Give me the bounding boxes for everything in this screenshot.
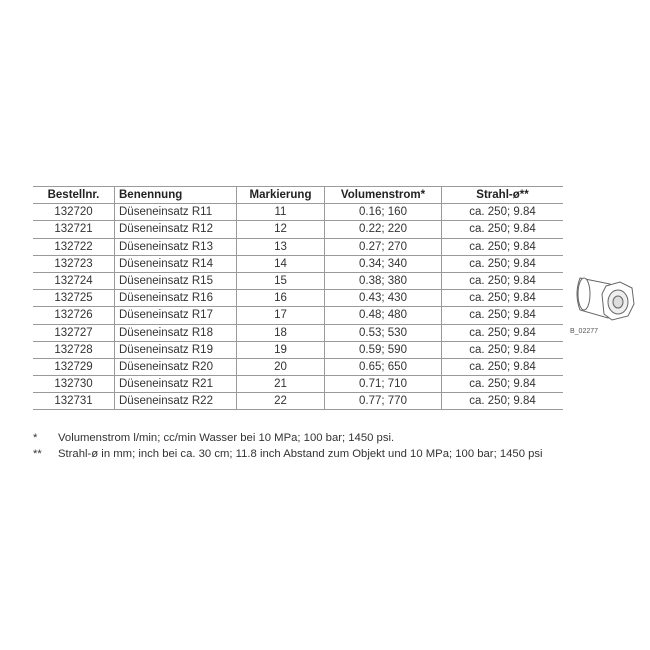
- table-cell: 17: [237, 307, 325, 324]
- header-volumenstrom: Volumenstrom*: [325, 187, 442, 204]
- table-cell: 22: [237, 393, 325, 410]
- footnote: [33, 446, 543, 462]
- table-cell: ca. 250; 9.84: [442, 255, 564, 272]
- table-cell: 13: [237, 238, 325, 255]
- table-cell: 132727: [33, 324, 115, 341]
- header-markierung: Markierung: [237, 187, 325, 204]
- table-cell: 132721: [33, 221, 115, 238]
- table-cell: Düseneinsatz R20: [115, 358, 237, 375]
- table-cell: 21: [237, 376, 325, 393]
- table-cell: Düseneinsatz R17: [115, 307, 237, 324]
- table-row: [33, 238, 563, 255]
- table-cell: ca. 250; 9.84: [442, 290, 564, 307]
- table-row: [33, 204, 563, 221]
- table-row: [33, 221, 563, 238]
- nozzle-table: [33, 186, 563, 410]
- table-row: [33, 376, 563, 393]
- table-cell: Düseneinsatz R19: [115, 341, 237, 358]
- table-cell: Düseneinsatz R22: [115, 393, 237, 410]
- table-cell: 15: [237, 272, 325, 289]
- footnotes: [33, 430, 543, 462]
- table-cell: 132728: [33, 341, 115, 358]
- table-cell: 12: [237, 221, 325, 238]
- footnote-mark: *: [33, 432, 38, 444]
- image-label: B_02277: [570, 328, 599, 335]
- table-cell: Düseneinsatz R18: [115, 324, 237, 341]
- table-cell: ca. 250; 9.84: [442, 341, 564, 358]
- table-cell: 132722: [33, 238, 115, 255]
- table-cell: 132729: [33, 358, 115, 375]
- table-row: [33, 324, 563, 341]
- footnote: [33, 430, 543, 446]
- table-cell: Düseneinsatz R13: [115, 238, 237, 255]
- table-cell: 0.77; 770: [325, 393, 442, 410]
- table-cell: ca. 250; 9.84: [442, 238, 564, 255]
- table-cell: 0.71; 710: [325, 376, 442, 393]
- table-cell: 132724: [33, 272, 115, 289]
- table-cell: 0.34; 340: [325, 255, 442, 272]
- table-cell: 11: [237, 204, 325, 221]
- footnote-text: Strahl-ø in mm; inch bei ca. 30 cm; 11.8 inch Abstand zum Objekt und 10 MPa; 100 bar; 1450 psi: [58, 448, 543, 460]
- table-cell: 0.65; 650: [325, 358, 442, 375]
- table-cell: Düseneinsatz R12: [115, 221, 237, 238]
- table-cell: 16: [237, 290, 325, 307]
- table-cell: ca. 250; 9.84: [442, 307, 564, 324]
- header-bestellnr: Bestellnr.: [33, 187, 115, 204]
- table-cell: 132730: [33, 376, 115, 393]
- table-cell: 19: [237, 341, 325, 358]
- table-row: [33, 341, 563, 358]
- table-cell: 0.27; 270: [325, 238, 442, 255]
- table-cell: 14: [237, 255, 325, 272]
- footnote-text: Volumenstrom l/min; cc/min Wasser bei 10 MPa; 100 bar; 1450 psi.: [58, 432, 395, 444]
- table-cell: 132726: [33, 307, 115, 324]
- table-cell: Düseneinsatz R14: [115, 255, 237, 272]
- table-cell: 0.22; 220: [325, 221, 442, 238]
- table-cell: 0.43; 430: [325, 290, 442, 307]
- table-cell: 20: [237, 358, 325, 375]
- footnote-mark: **: [33, 448, 42, 460]
- header-strahl: Strahl-ø**: [442, 187, 564, 204]
- table-row: [33, 307, 563, 324]
- table-cell: ca. 250; 9.84: [442, 221, 564, 238]
- table-cell: 0.48; 480: [325, 307, 442, 324]
- table-row: [33, 290, 563, 307]
- table-cell: 0.16; 160: [325, 204, 442, 221]
- table-cell: Düseneinsatz R16: [115, 290, 237, 307]
- table-row: [33, 358, 563, 375]
- table-header: [33, 187, 563, 204]
- header-benennung: Benennung: [115, 187, 237, 204]
- table-row: [33, 255, 563, 272]
- table-cell: ca. 250; 9.84: [442, 204, 564, 221]
- table-cell: ca. 250; 9.84: [442, 376, 564, 393]
- table-cell: Düseneinsatz R11: [115, 204, 237, 221]
- table-cell: Düseneinsatz R21: [115, 376, 237, 393]
- table-cell: 18: [237, 324, 325, 341]
- table-row: [33, 272, 563, 289]
- table-cell: 132725: [33, 290, 115, 307]
- table-cell: 0.38; 380: [325, 272, 442, 289]
- table-cell: 0.53; 530: [325, 324, 442, 341]
- table-row: [33, 393, 563, 410]
- table-cell: ca. 250; 9.84: [442, 358, 564, 375]
- table-cell: ca. 250; 9.84: [442, 393, 564, 410]
- table-cell: ca. 250; 9.84: [442, 324, 564, 341]
- table-cell: 0.59; 590: [325, 341, 442, 358]
- nozzle-insert-image: [570, 266, 640, 326]
- table-cell: ca. 250; 9.84: [442, 272, 564, 289]
- table-cell: 132720: [33, 204, 115, 221]
- table-cell: 132723: [33, 255, 115, 272]
- table-cell: Düseneinsatz R15: [115, 272, 237, 289]
- table-cell: 132731: [33, 393, 115, 410]
